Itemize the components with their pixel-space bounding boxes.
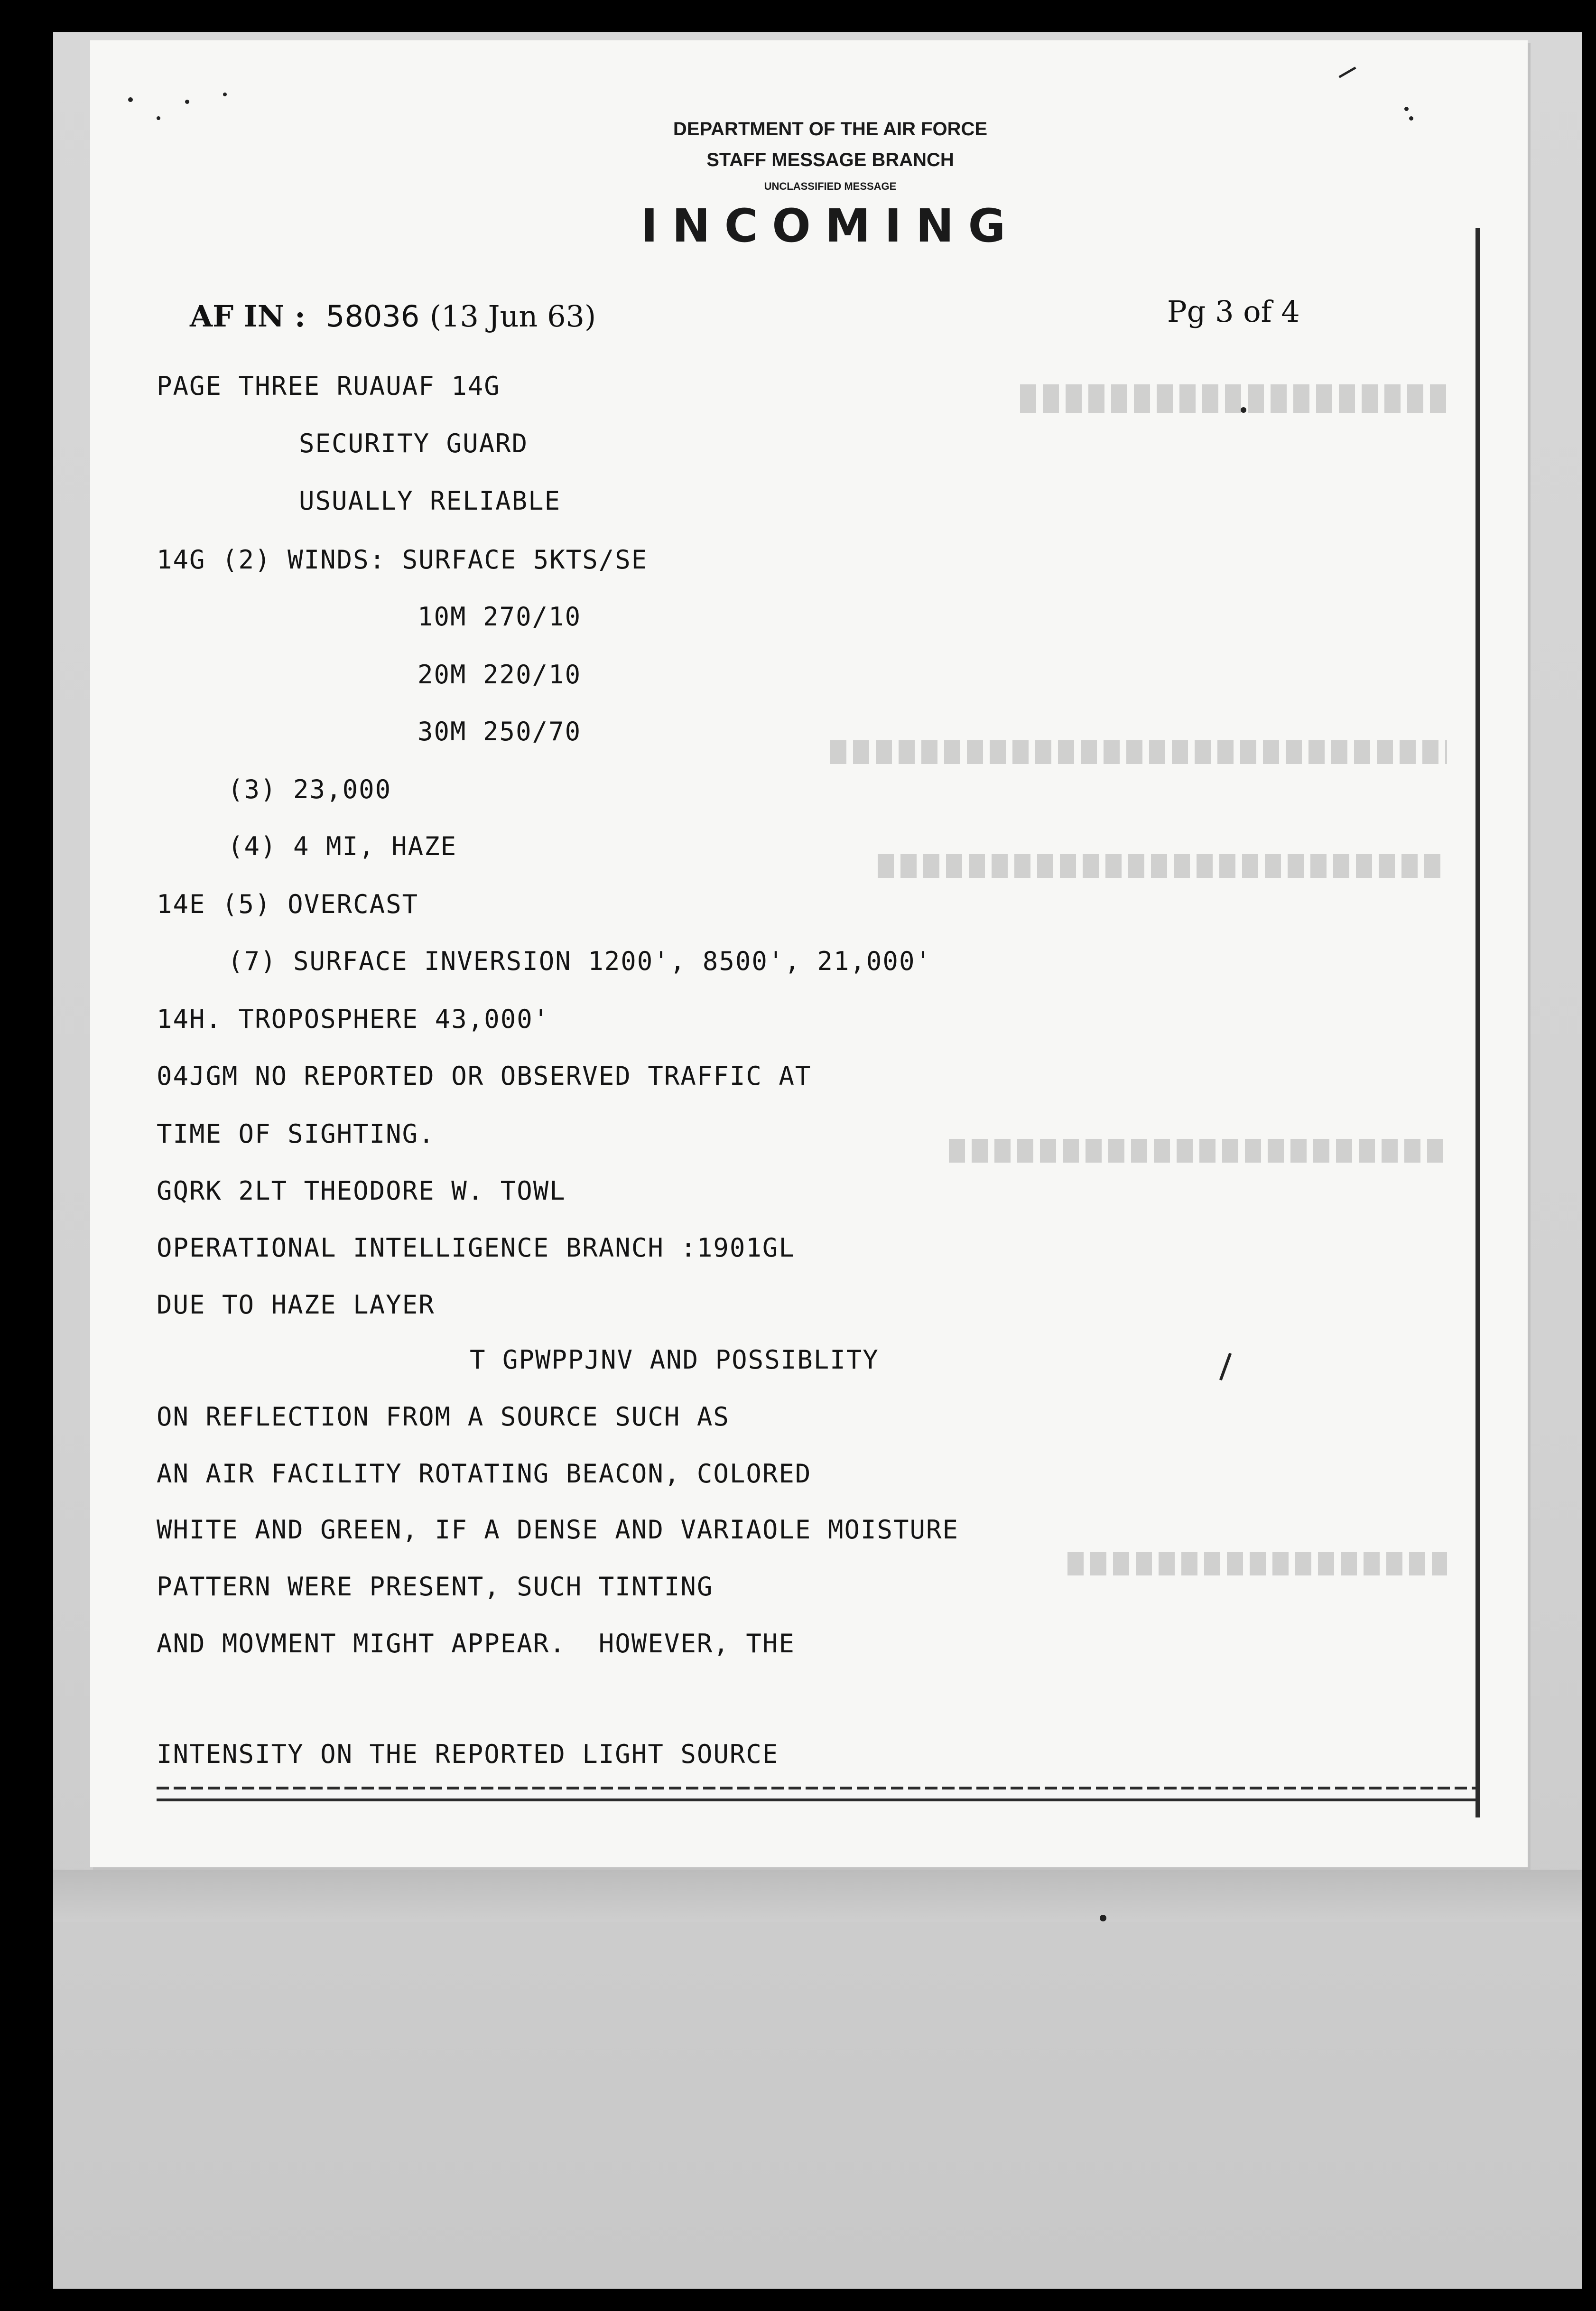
- text-line: ON REFLECTION FROM A SOURCE SUCH AS: [157, 1402, 730, 1432]
- text-line: TIME OF SIGHTING.: [157, 1119, 435, 1149]
- text-line: GQRK 2LT THEODORE W. TOWL: [157, 1176, 566, 1206]
- classification-label: UNCLASSIFIED MESSAGE: [764, 180, 897, 192]
- text-line: USUALLY RELIABLE: [299, 486, 561, 516]
- text-line: (4) 4 MI, HAZE: [228, 831, 457, 861]
- scan-shadow: [53, 1870, 1582, 1922]
- scan-speck: [128, 97, 133, 102]
- text-line: AND MOVMENT MIGHT APPEAR. HOWEVER, THE: [157, 1629, 795, 1659]
- text-line: WHITE AND GREEN, IF A DENSE AND VARIAOLE MOISTURE: [157, 1515, 959, 1545]
- scan-speck: [223, 93, 227, 96]
- text-line: 14G (2) WINDS: SURFACE 5KTS/SE: [157, 545, 648, 575]
- af-in-reference: [190, 299, 596, 334]
- text-line: OPERATIONAL INTELLIGENCE BRANCH :1901GL: [157, 1233, 795, 1263]
- sheet-edge: [1475, 228, 1480, 1817]
- text-line: (3) 23,000: [228, 774, 392, 804]
- message-title: INCOMING: [640, 199, 1020, 252]
- scan-speck: [157, 116, 160, 120]
- form-rule: [157, 1798, 1480, 1801]
- scan-speck: [1404, 107, 1409, 111]
- scan-speck: [1409, 116, 1413, 121]
- text-line: 14E (5) OVERCAST: [157, 889, 419, 919]
- text-line: SECURITY GUARD: [299, 429, 529, 458]
- text-line: 10M 270/10: [418, 602, 582, 632]
- text-line: INTENSITY ON THE REPORTED LIGHT SOURCE: [157, 1739, 779, 1769]
- scan-speck: [1100, 1915, 1106, 1921]
- branch-heading: STAFF MESSAGE BRANCH: [706, 149, 954, 170]
- af-in-label: AF IN :: [190, 299, 306, 334]
- text-line: 20M 220/10: [418, 660, 582, 690]
- text-line: (7) SURFACE INVERSION 1200', 8500', 21,000': [228, 946, 932, 976]
- message-number: 58036: [326, 299, 420, 334]
- text-line: AN AIR FACILITY ROTATING BEACON, COLORED: [157, 1459, 812, 1489]
- text-line: DUE TO HAZE LAYER: [157, 1290, 435, 1320]
- scan-speck: [185, 100, 189, 104]
- scan-speck: [1241, 407, 1246, 413]
- bleed-through: [878, 854, 1447, 878]
- bleed-through: [1067, 1552, 1447, 1575]
- text-line: PAGE THREE RUAUAF 14G: [157, 371, 501, 401]
- text-line: T GPWPPJNV AND POSSIBLITY: [470, 1345, 879, 1375]
- text-line: 14H. TROPOSPHERE 43,000': [157, 1004, 550, 1034]
- department-heading: DEPARTMENT OF THE AIR FORCE: [673, 119, 988, 140]
- bleed-through: [949, 1139, 1447, 1163]
- text-line: 04JGM NO REPORTED OR OBSERVED TRAFFIC AT: [157, 1061, 812, 1091]
- message-date: (13 Jun 63): [429, 299, 596, 334]
- form-dashed-rule: [157, 1787, 1480, 1789]
- bleed-through: [830, 740, 1447, 764]
- text-line: PATTERN WERE PRESENT, SUCH TINTING: [157, 1572, 714, 1602]
- bleed-through: [1020, 384, 1447, 413]
- page-indicator: Pg 3 of 4: [1167, 294, 1300, 329]
- text-line: 30M 250/70: [418, 717, 582, 746]
